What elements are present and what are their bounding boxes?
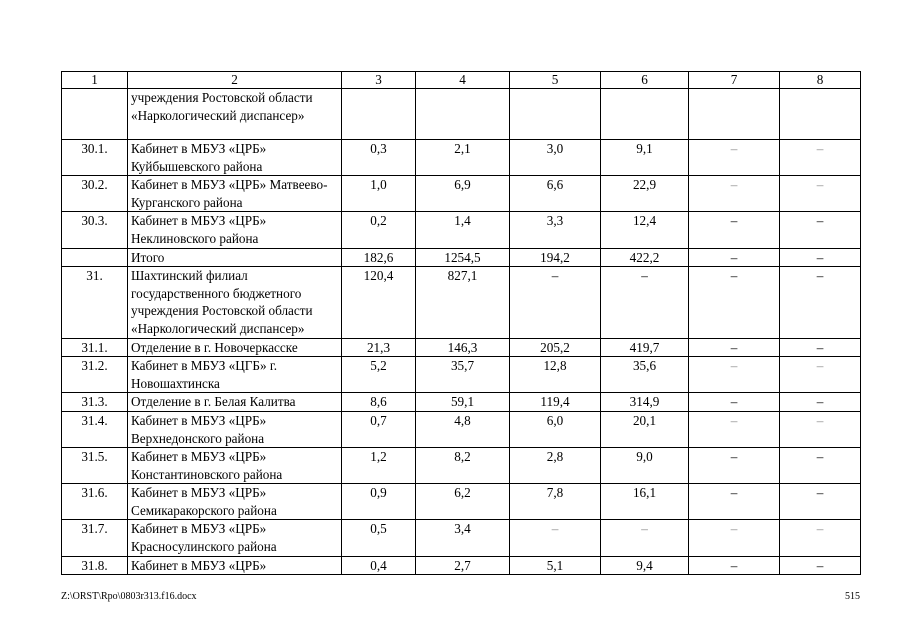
value-cell: 314,9	[601, 393, 689, 412]
value-cell: 16,1	[601, 484, 689, 520]
value-cell: 5,2	[342, 357, 416, 393]
row-number: 31.4.	[62, 411, 128, 447]
value-cell: –	[780, 338, 861, 357]
value-cell: 194,2	[510, 248, 601, 267]
table-row	[62, 338, 861, 357]
value-cell: 1,0	[342, 176, 416, 212]
value-cell: –	[689, 267, 780, 338]
row-number: 31.3.	[62, 393, 128, 412]
column-header: 3	[342, 72, 416, 89]
column-header: 2	[128, 72, 342, 89]
value-cell: –	[780, 267, 861, 338]
value-cell: –	[689, 248, 780, 267]
value-cell: 5,1	[510, 556, 601, 575]
value-cell: –	[689, 393, 780, 412]
value-cell: –	[689, 338, 780, 357]
value-cell: 1,2	[342, 448, 416, 484]
value-cell: 9,4	[601, 556, 689, 575]
row-name: Кабинет в МБУЗ «ЦРБ» Матвеево-Курганского района	[128, 176, 342, 212]
value-cell: 6,9	[416, 176, 510, 212]
table-row	[62, 448, 861, 484]
value-cell: 9,0	[601, 448, 689, 484]
value-cell: 146,3	[416, 338, 510, 357]
table-row	[62, 556, 861, 575]
column-header: 5	[510, 72, 601, 89]
value-cell: 3,3	[510, 212, 601, 248]
value-cell: 0,2	[342, 212, 416, 248]
row-number: 30.3.	[62, 212, 128, 248]
row-number: 31.	[62, 267, 128, 338]
value-cell	[416, 89, 510, 140]
value-cell: 0,7	[342, 411, 416, 447]
value-cell: 3,0	[510, 140, 601, 176]
value-cell: –	[780, 411, 861, 447]
value-cell: –	[601, 267, 689, 338]
column-header: 6	[601, 72, 689, 89]
row-name: Кабинет в МБУЗ «ЦРБ» Неклиновского района	[128, 212, 342, 248]
value-cell: 59,1	[416, 393, 510, 412]
value-cell	[342, 89, 416, 140]
table-row-total	[62, 248, 861, 267]
value-cell	[510, 89, 601, 140]
value-cell: –	[689, 448, 780, 484]
table-row	[62, 393, 861, 412]
row-name: Отделение в г. Белая Калитва	[128, 393, 342, 412]
row-name: Отделение в г. Новочеркасске	[128, 338, 342, 357]
value-cell: 419,7	[601, 338, 689, 357]
row-name: учреждения Ростовской области «Наркологический диспансер»	[128, 89, 342, 140]
value-cell: 6,6	[510, 176, 601, 212]
value-cell: 1254,5	[416, 248, 510, 267]
row-number: 30.2.	[62, 176, 128, 212]
row-number: 31.8.	[62, 556, 128, 575]
value-cell: –	[780, 248, 861, 267]
value-cell: –	[780, 357, 861, 393]
value-cell: –	[689, 176, 780, 212]
value-cell: –	[689, 411, 780, 447]
value-cell: 0,3	[342, 140, 416, 176]
value-cell: –	[689, 484, 780, 520]
table-row	[62, 267, 861, 338]
row-number: 31.1.	[62, 338, 128, 357]
value-cell	[689, 89, 780, 140]
value-cell: 2,8	[510, 448, 601, 484]
value-cell: –	[780, 212, 861, 248]
value-cell: 2,1	[416, 140, 510, 176]
table-row	[62, 89, 861, 140]
row-name: Кабинет в МБУЗ «ЦРБ» Семикаракорского района	[128, 484, 342, 520]
footer-file-path: Z:\ORST\Rpo\0803r313.f16.docx	[61, 591, 197, 602]
value-cell: 119,4	[510, 393, 601, 412]
row-number	[62, 248, 128, 267]
value-cell: 22,9	[601, 176, 689, 212]
row-number: 30.1.	[62, 140, 128, 176]
value-cell: 0,5	[342, 520, 416, 556]
table-row	[62, 520, 861, 556]
value-cell: –	[510, 267, 601, 338]
value-cell: 120,4	[342, 267, 416, 338]
value-cell: 7,8	[510, 484, 601, 520]
value-cell: 827,1	[416, 267, 510, 338]
row-name: Кабинет в МБУЗ «ЦРБ» Куйбышевского района	[128, 140, 342, 176]
value-cell: 12,4	[601, 212, 689, 248]
column-header: 8	[780, 72, 861, 89]
row-name: Кабинет в МБУЗ «ЦГБ» г. Новошахтинска	[128, 357, 342, 393]
value-cell: 35,7	[416, 357, 510, 393]
value-cell: –	[780, 140, 861, 176]
value-cell: –	[689, 140, 780, 176]
row-number: 31.5.	[62, 448, 128, 484]
row-name: Кабинет в МБУЗ «ЦРБ»	[128, 556, 342, 575]
value-cell: 1,4	[416, 212, 510, 248]
value-cell: –	[689, 212, 780, 248]
value-cell: 21,3	[342, 338, 416, 357]
value-cell	[601, 89, 689, 140]
table-row	[62, 212, 861, 248]
row-number: 31.6.	[62, 484, 128, 520]
value-cell: –	[780, 520, 861, 556]
value-cell: –	[780, 448, 861, 484]
row-number: 31.7.	[62, 520, 128, 556]
value-cell: 422,2	[601, 248, 689, 267]
page-number: 515	[845, 591, 860, 602]
value-cell: –	[780, 484, 861, 520]
table-row	[62, 484, 861, 520]
value-cell: –	[689, 556, 780, 575]
column-header: 7	[689, 72, 780, 89]
value-cell: –	[780, 393, 861, 412]
value-cell: –	[780, 556, 861, 575]
value-cell: –	[601, 520, 689, 556]
value-cell: 4,8	[416, 411, 510, 447]
value-cell: 8,2	[416, 448, 510, 484]
value-cell: 9,1	[601, 140, 689, 176]
value-cell: –	[780, 176, 861, 212]
value-cell: 35,6	[601, 357, 689, 393]
table-row	[62, 176, 861, 212]
value-cell: 2,7	[416, 556, 510, 575]
table-row	[62, 140, 861, 176]
header-row	[62, 72, 861, 89]
table-row	[62, 411, 861, 447]
value-cell: 8,6	[342, 393, 416, 412]
row-name: Кабинет в МБУЗ «ЦРБ» Константиновского района	[128, 448, 342, 484]
value-cell: 205,2	[510, 338, 601, 357]
value-cell: –	[689, 520, 780, 556]
row-name: Итого	[128, 248, 342, 267]
column-header: 1	[62, 72, 128, 89]
value-cell: 0,9	[342, 484, 416, 520]
value-cell: –	[510, 520, 601, 556]
row-name: Кабинет в МБУЗ «ЦРБ» Верхнедонского района	[128, 411, 342, 447]
value-cell	[780, 89, 861, 140]
data-table	[61, 71, 861, 575]
row-number	[62, 89, 128, 140]
value-cell: 6,2	[416, 484, 510, 520]
row-number: 31.2.	[62, 357, 128, 393]
row-name: Кабинет в МБУЗ «ЦРБ» Красносулинского района	[128, 520, 342, 556]
table-row	[62, 357, 861, 393]
column-header: 4	[416, 72, 510, 89]
value-cell: 3,4	[416, 520, 510, 556]
value-cell: 182,6	[342, 248, 416, 267]
row-name: Шахтинский филиал государственного бюджетного учреждения Ростовской области «Наркологический диспансер»	[128, 267, 342, 338]
value-cell: 12,8	[510, 357, 601, 393]
value-cell: –	[689, 357, 780, 393]
value-cell: 20,1	[601, 411, 689, 447]
value-cell: 0,4	[342, 556, 416, 575]
value-cell: 6,0	[510, 411, 601, 447]
